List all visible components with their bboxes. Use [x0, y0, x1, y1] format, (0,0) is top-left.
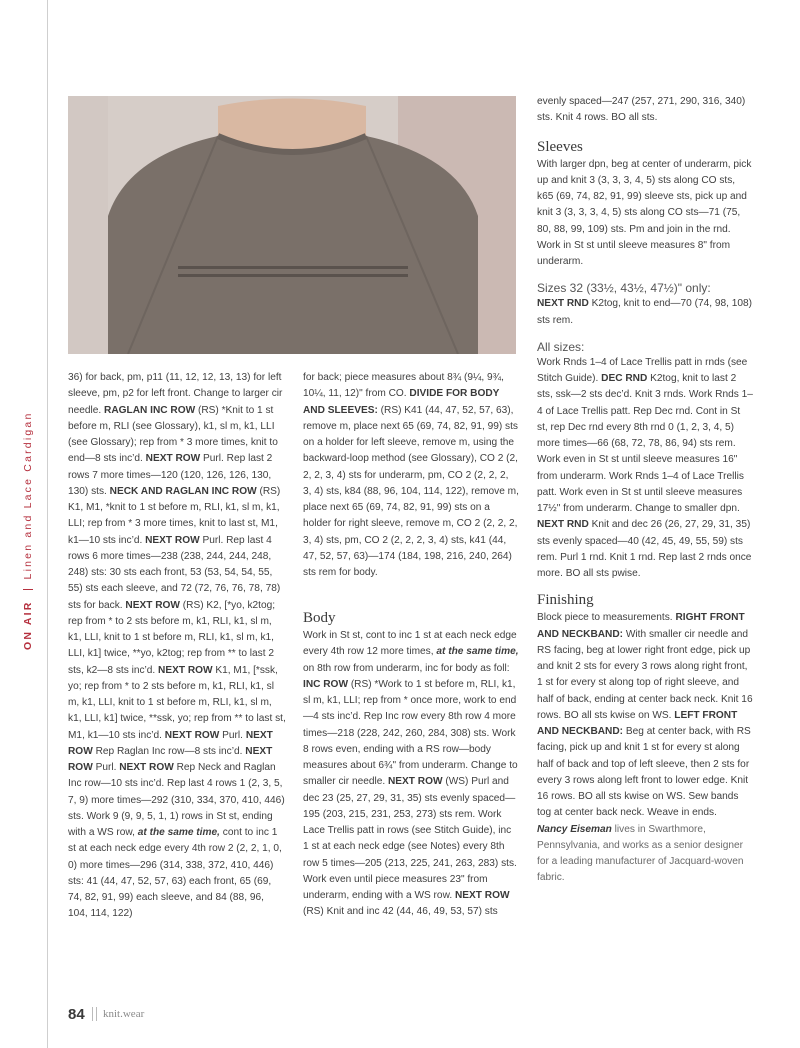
column-2-text: for back; piece measures about 8¾ (9¼, 9¾, 10¼, 11, 12)" from CO. DIVIDE FOR BODY AND SLEEVES: (RS) K41 (44, 47, 52, 57, 63), remove m, place next 65 (69, 74, 82, 91, 99) sts on a holder for left sleeve, remove m, using the backward-loop method (see Glossary), CO 2 (2, 2, 2, 3, 4) sts for underarm, pm, CO 2 (2, 2, 2, 3, 4) sts, k84 (88, 96, 104, 114, 122), remove m, place next 65 (69, 74, 82, 91, 99) sts on a holder for right sleeve, remove m, CO 2 (2, 2, 2, 3, 4) sts, pm, CO 2 (2, 2, 2, 3, 4) sts, k41 (44, 47, 52, 57, 63)—174 (184, 198, 216, 240, 264) sts rem for body. [303, 372, 519, 578]
designer-name: Nancy Eiseman [537, 823, 612, 835]
column-1-text: 36) for back, pm, p11 (11, 12, 12, 13, 13) for left sleeve, pm, p2 for left front. Change to larger cir needle. RAGLAN INC ROW (RS) *Knit to 1 st before m, RLI (see Glossary), k1, sl m, k1, LLI (see Glossary); rep from * 3 more times, knit to end—8 sts inc’d. NEXT ROW Purl. Rep last 2 rows 7 more times—120 (120, 126, 126, 130, 130) sts. NECK AND RAGLAN INC ROW (RS) K1, M1, *knit to 1 st before m, RLI, k1, sl m, k1, LLI; rep from * 3 more times, knit to last st, M1, k1—10 sts inc’d. NEXT ROW Purl. Rep last 4 rows 6 more times—238 (238, 244, 244, 248, 248) sts: 30 sts each front, 53 (53, 54, 54, 55, 55) sts each sleeve, and 72 (72, 76, 76, 78, 78) sts for back. NEXT ROW (RS) K2, [*yo, k2tog; rep from * to 2 sts before m, k1, RLI, k1, sl m, k1, LLI, knit to 1 st before m, RLI, k1, sl m, k1, LLI, k1] twice, **yo, k2tog; rep from ** to last 2 sts, k2—8 sts inc’d. NEXT ROW K1, M1, [*ssk, yo; rep from * to 2 sts before m, k1, RLI, k1, sl m, k1, LLI, knit to 1 st before m, RLI, k1, sl m, k1, LLI, k1] twice, **ssk, yo; rep from ** to last st, M1, k1—10 sts inc’d. NEXT ROW Purl. NEXT ROW Rep Raglan Inc row—8 sts inc’d. NEXT ROW Purl. NEXT ROW Rep Neck and Raglan Inc row—10 sts inc’d. Rep last 4 rows 1 (2, 3, 5, 7, 9) more times—292 (310, 334, 370, 410, 446) sts. Work 9 (9, 9, 5, 1, 1) rows in St st, ending with a WS row, at the same time, cont to inc 1 st at each neck edge every 4th row 2 (2, 2, 1, 0, 0) more times—296 (314, 338, 372, 410, 446) sts: 41 (44, 47, 52, 57, 63) each front, 65 (69, 74, 82, 91, 99) each sleeve, and 84 (88, 96, 104, 114, 122) [68, 372, 286, 920]
all-sizes-text: Work Rnds 1–4 of Lace Trellis patt in rnds (see Stitch Guide). DEC RND K2tog, knit to last 2 sts, ssk—2 sts dec’d. Knit 3 rnds. Work Rnds 1–4 of Lace Trellis patt. Rep Dec rnd. Cont in St st, rep Dec rnd every 8th rnd 0 (1, 2, 3, 4, 5) more times—66 (68, 72, 78, 86, 94) sts rem. Work even in St st until sleeve measures 16" from underarm. Work Rnds 1–4 of Lace Trellis patt. Work even in St st until sleeve measures 17½" from underarm. Change to smaller dpn. NEXT RND Knit and dec 26 (26, 27, 29, 31, 35) sts evenly spaced—40 (42, 45, 49, 55, 59) sts rem. Purl 1 rnd. Knit 1 rnd. Rep last 2 rnds once more. BO all sts pwise. [537, 356, 753, 579]
all-sizes-subheading: All sizes: [537, 339, 585, 354]
cardigan-photo [68, 96, 516, 354]
body-section [303, 608, 519, 921]
finishing-heading: Finishing [537, 592, 594, 609]
section-label: ON AIR [22, 600, 34, 650]
sleeves-text: With larger dpn, beg at center of underarm, pick up and knit 3 (3, 3, 3, 4, 5) sts along CO sts, k65 (69, 74, 82, 91, 99) sleeve sts, pick up and knit 3 (3, 3, 3, 4, 5) sts along CO sts—71 (75, 80, 88, 99, 109) sts. Pm and join in the rnd. Work in St st until sleeve measures 8" from underarm. [537, 158, 752, 267]
magazine-name: knit.wear [103, 1008, 145, 1020]
body-text: Work in St st, cont to inc 1 st at each neck edge every 4th row 12 more times, at the same time, on 8th row from underarm, inc for body as foll: INC ROW (RS) *Work to 1 st before m, RLI, k1, sl m, k1, LLI; rep from * once more, work to end—4 sts inc’d. Rep Inc row every 8th row 4 more times—218 (228, 242, 260, 284, 308) sts. Work 8 rows even, ending with a RS row—body measures about 6¾" from underarm. Change to smaller cir needle. NEXT ROW (WS) Purl and dec 23 (25, 27, 29, 31, 35) sts evenly spaced—195 (203, 215, 231, 253, 273) sts rem. Work Lace Trellis patt in rows (see Stitch Guide), inc 1 st at each neck edge (see Notes) every 8th row 5 times—205 (213, 225, 241, 263, 283) sts. Work even until piece measures 23" from underarm, ending with a WS row. NEXT ROW (RS) Knit and inc 42 (44, 46, 49, 53, 57) sts [303, 630, 519, 918]
finishing-text: Block piece to measurements. RIGHT FRONT AND NECKBAND: With smaller cir needle and RS facing, beg at lower right front edge, pick up and knit 2 sts for every 3 rows along right front, 1 st for every st along top of right sleeve, and half of back, ending at center back neck. Knit 16 rows. BO all sts kwise on WS. LEFT FRONT AND NECKBAND: Beg at center back, with RS facing, pick up and knit 1 st for every st along half of back and top of left sleeve, then 2 sts for every 3 rows along left front to lower edge. Knit 16 rows. BO all sts kwise on WS. Sew bands tog at center back neck. Weave in ends. [537, 612, 753, 819]
body-heading: Body [303, 610, 336, 626]
sizes-subheading: Sizes 32 (33½, 43½, 47½)" only: [537, 281, 711, 296]
sleeves-heading: Sleeves [537, 138, 583, 155]
sizes-text: NEXT RND K2tog, knit to end—70 (74, 98, 108) sts rem. [537, 298, 752, 326]
column-3 [537, 94, 753, 887]
column-2 [303, 370, 519, 918]
designer-bio: Nancy Eiseman lives in Swarthmore, Pennsylvania, and works as a senior designer for a leading manufacturer of Jacquard-woven fabric. [537, 823, 744, 884]
footer-divider-2 [96, 1007, 97, 1021]
spine-line [47, 0, 48, 1048]
pattern-title: Linen and Lace Cardigan [22, 411, 34, 580]
column-1 [68, 370, 286, 923]
footer-divider [92, 1007, 93, 1021]
page-number: 84 [68, 1006, 85, 1023]
column-3-intro: evenly spaced—247 (257, 271, 290, 316, 340) sts. Knit 4 rows. BO all sts. [537, 96, 746, 124]
side-label [22, 411, 34, 650]
side-divider [23, 589, 33, 590]
